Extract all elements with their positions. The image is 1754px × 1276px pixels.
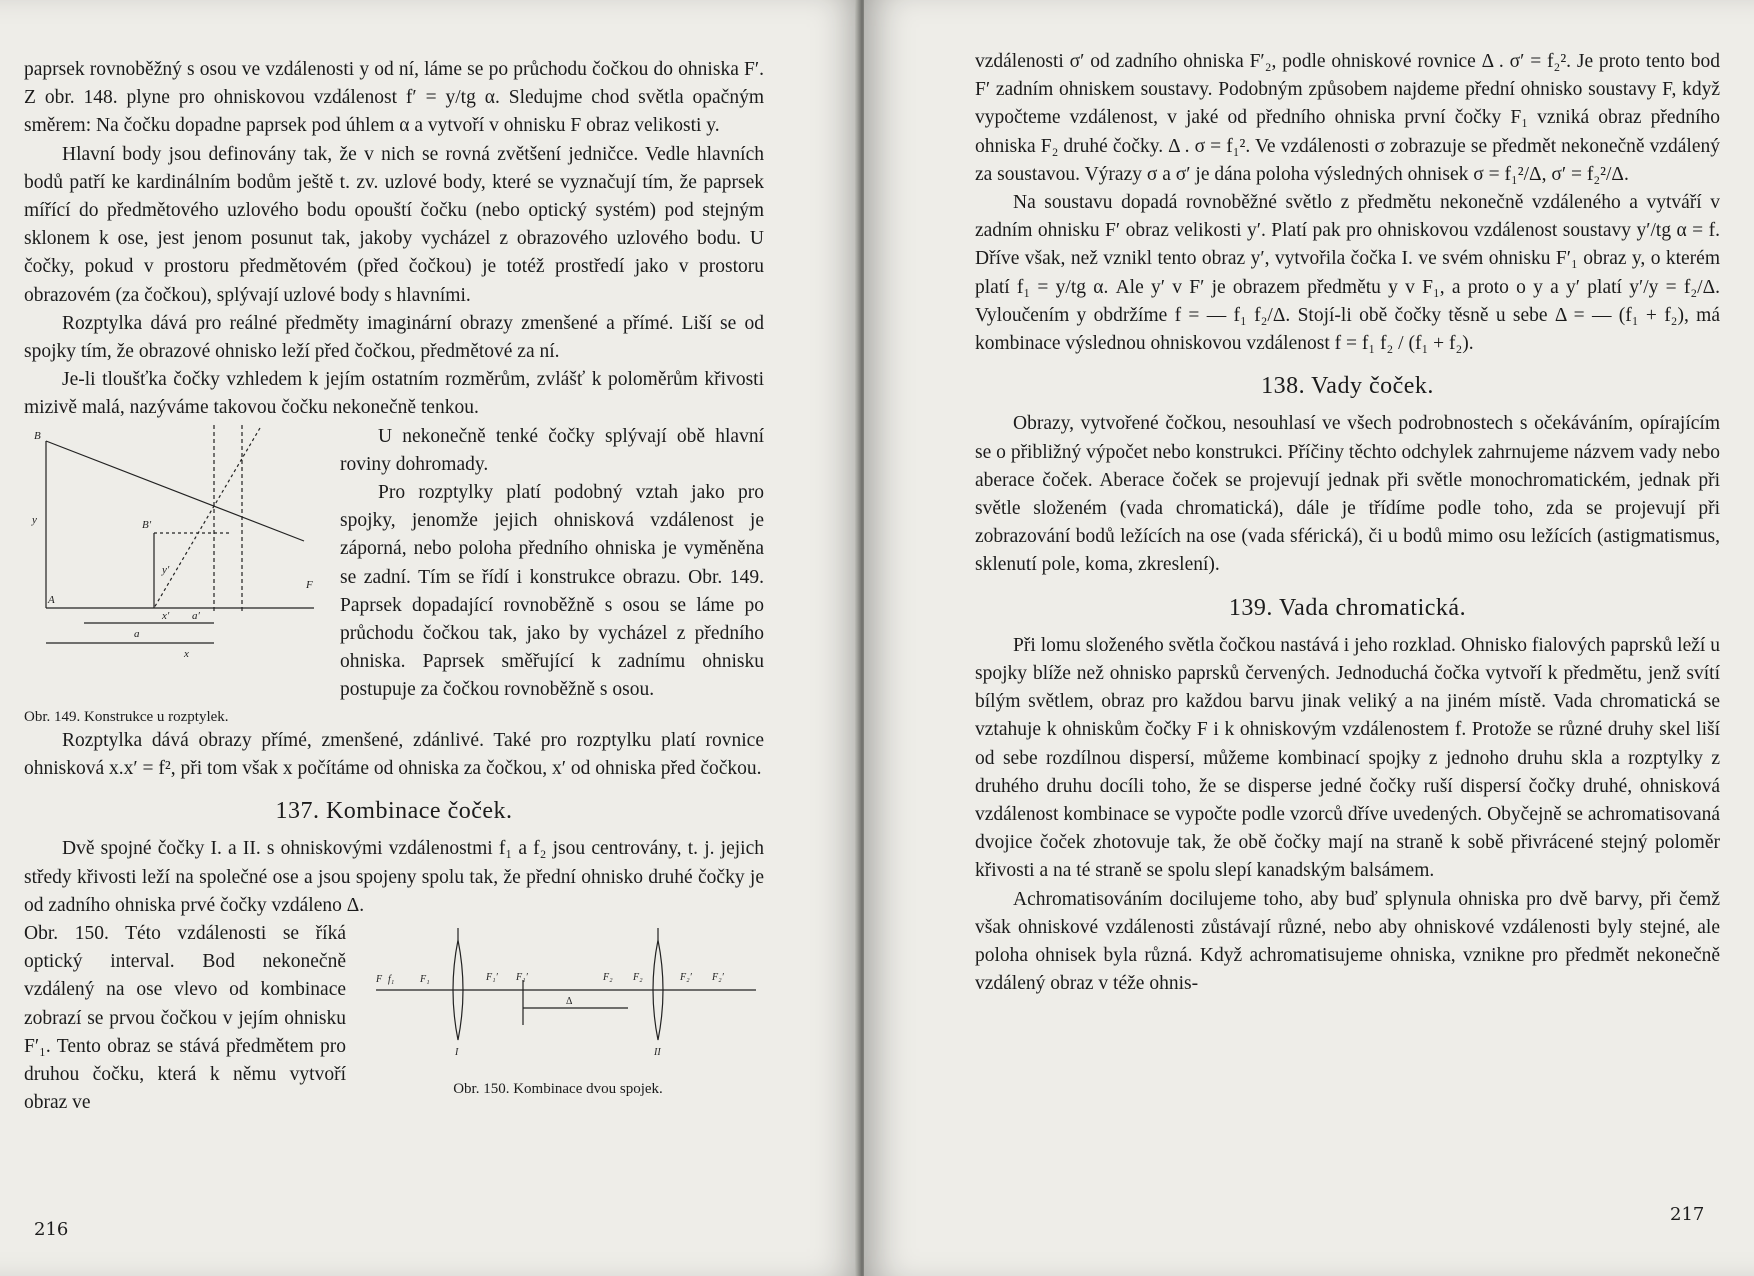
label-F1-prime-b: F₁′ <box>516 972 528 984</box>
left-page-number: 216 <box>34 1219 69 1240</box>
right-para-1: vzdálenosti σ′ od zadního ohniska F′₂, podle ohniskové rovnice Δ . σ′ = f₂². Je proto tento bod F′ zadním ohniskem soustavy. Podobným způsobem najdeme přední ohnisko soustavy F, když vypočteme vzdálenost, v jaké od předního ohniska první čočky F₁ vzniká obraz předního ohniska F₂ druhé čočky. Δ . σ = f₁². Ve vzdálenosti σ zobrazuje se předmět nekonečně vzdálený za soustavou. Výrazy σ a σ′ je dána poloha výsledných ohnisek σ = f₁²/Δ, σ′ = f₂²/Δ. <box>975 51 1720 185</box>
label-f1: f₁ <box>388 974 395 986</box>
label-F2-prime-b: F₂′ <box>712 972 724 984</box>
label-x: x <box>184 647 189 660</box>
right-text-column <box>975 48 1720 999</box>
figure-149 <box>24 423 324 727</box>
figure-149-diagram <box>24 423 324 698</box>
left-para-5: U nekonečně tenké čočky splývají obě hlavní roviny dohromady. <box>340 425 764 475</box>
label-a: a <box>134 627 140 640</box>
left-para-7: Rozptylka dává obrazy přímé, zmenšené, zdánlivé. Také pro rozptylku platí rovnice ohnisková x.x′ = f², při tom však x počítáme od ohniska za čočkou, x′ od ohniska před čočkou. <box>24 729 764 780</box>
right-page-number: 217 <box>1670 1204 1705 1225</box>
left-para-3: Rozptylka dává pro reálné předměty imaginární obrazy zmenšené a přímé. Liší se od spojky tím, že obrazové ohnisko leží před čočkou, předmětové za ní. <box>24 312 764 363</box>
right-para-2: Na soustavu dopadá rovnoběžné světlo z předmětu nekonečně vzdáleného a vytváří v zadním ohnisku F′ obraz velikosti y′. Platí pak pro ohniskovou vzdálenost soustavy y′/tg α = f. Dříve však, než vznikl tento obraz y′, vytvořila čočka I. ve svém ohnisku F′₁ obraz y, o kterém platí f₁ = y/tg α. Ale y′ v F′ je obrazem předmětu y v F₁, a proto o y a y′ platí y′/y = f₂/Δ. Vyloučením y obdržíme f = — f₁ f₂/Δ. Stojí-li obě čočky těsně u sebe Δ = — (f₁ + f₂), má kombinace výslednou ohniskovou vzdálenost f = f₁ f₂ / (f₁ + f₂). <box>975 192 1720 355</box>
left-para-8: Dvě spojné čočky I. a II. s ohniskovými vzdálenostmi f₁ a f₂ jsou centrovány, t. j. jejich středy křivosti leží na společné ose a jsou spojeny spolu tak, že přední ohnisko druhé čočky je od zadního ohniska prvé čočky vzdáleno Δ. <box>24 838 764 916</box>
heading-138: 138. Vady čoček. <box>1261 373 1434 400</box>
label-F2-a: F₂ <box>603 972 613 984</box>
right-page <box>864 0 1754 1276</box>
figure-150-diagram <box>358 920 758 1070</box>
label-A: A <box>48 593 55 606</box>
label-B-prime: B′ <box>142 518 152 531</box>
left-para-6: Pro rozptylky platí podobný vztah jako pro spojky, jenomže jejich ohnisková vzdálenost je záporná, nebo poloha předního ohniska je vyměněna se zadní. Tím se řídí i konstrukce obrazu. Obr. 149. Paprsek dopadající rovnoběžně s osou se láme po průchodu čočkou tak, jako by vycházel z předního ohniska. Paprsek směřující k zadnímu ohnisku postupuje za čočkou rovnoběžně s osou. <box>340 482 764 701</box>
left-para-1: paprsek rovnoběžný s osou ve vzdálenosti y od ní, láme se po průchodu čočkou do ohniska F′. Z obr. 148. plyne pro ohniskovou vzdálenost f′ = y/tg α. Sledujme chod světla opačným směrem: Na čočku dopadne paprsek pod úhlem α a vytvoří v ohnisku F obraz velikosti y. <box>24 59 764 137</box>
right-para-3: Obrazy, vytvořené čočkou, nesouhlasí ve všech podrobnostech s očekáváním, opírajícím se o přibližný výpočet nebo konstrukci. Příčiny těchto odchylek zahrnujeme názvem vady nebo aberace čoček. Aberace čoček se projevují jednak při světle monochromatickém, jednak při světle složeném (vada chromatická), dále je třídíme podle toho, zda se projevují při zobrazování bodů ležících na ose (vada sférická), či u bodů mimo osu ležících (astigmatismus, sklenutí pole, koma, zkreslení). <box>975 413 1720 576</box>
figure-149-wrap-text <box>340 423 764 727</box>
label-delta: Δ <box>566 996 573 1008</box>
left-para-2: Hlavní body jsou definovány tak, že v nich se rovná zvětšení jedničce. Vedle hlavních bodů patří ke kardinálním bodům ještě t. zv. uzlové body, které se vyznačují tím, že paprsek mířící do předmětového uzlového bodu opouští čočku (nebo optický systém) pod stejným sklonem k ose, jest jenom posunut tak, jakoby vycházel z obrazového uzlového bodu. U čočky, pokud v prostoru předmětovém (před čočkou) je totéž prostředí jako v prostoru obrazovém (za čočkou), splývají uzlové body s hlavními. <box>24 143 764 306</box>
left-para-4: Je-li tloušťka čočky vzhledem k jejím ostatním rozměrům, zvlášť k poloměrům křivosti mizivě malá, nazýváme takovou čočku nekonečně tenkou. <box>24 369 764 419</box>
left-page <box>0 0 862 1276</box>
label-lens-II: II <box>654 1047 661 1059</box>
heading-139: 139. Vada chromatická. <box>1228 594 1467 621</box>
label-y: y <box>32 513 37 526</box>
label-F: F <box>306 578 313 591</box>
left-para-9: Obr. 150. Této vzdálenosti se říká optický interval. Bod nekonečně vzdálený na ose vlevo od kombinace zobrazí se prvou čočkou v jejím ohnisku F′₁. Tento obraz se stává předmětem pro druhou čočku, která k němu vytvoří obraz ve <box>24 923 346 1114</box>
label-lens-I: I <box>455 1047 459 1059</box>
label-y-prime: y′ <box>162 563 170 576</box>
figure-150-wrap-text <box>24 920 346 1117</box>
right-para-5: Achromatisováním docilujeme toho, aby buď splynula ohniska pro dvě barvy, při čemž však ohniskové vzdálenosti zůstávají různé, nebo aby ohniskové vzdálenosti byly stejné, ale poloha ohnisek byla různá. Když achromatisujeme ohniska, vznikne pro předmět nekonečně vzdálený obraz v téže ohnis- <box>975 888 1720 995</box>
figure-150-caption: Obr. 150. Kombinace dvou spojek. <box>453 1081 663 1098</box>
incident-ray <box>46 441 304 541</box>
label-a-prime: a′ <box>192 609 200 622</box>
heading-137: 137. Kombinace čoček. <box>275 798 513 825</box>
label-F2-b: F₂ <box>633 972 643 984</box>
figure-150 <box>358 920 758 1117</box>
label-F1-prime-a: F₁′ <box>486 972 498 984</box>
left-text-column <box>24 56 764 1117</box>
figure-149-block <box>24 423 764 727</box>
label-F2-prime-a: F₂′ <box>680 972 692 984</box>
figure-150-block <box>24 920 764 1117</box>
right-para-4: Při lomu složeného světla čočkou nastává i jeho rozklad. Ohnisko fialových paprsků leží u spojky blíže než ohnisko paprsků červených. Jednoduchá čočka vytvoří k předmětu, jenž svítí bílým světlem, obraz pro každou barvu jinak veliký a na jiném místě. Vada chromatická se vztahuje k ohniskům čočky F i k ohniskovým vzdálenostem f. Protože se různé druhy skel liší od sebe rozdílnou dispersí, můžeme kombinací spojky z jednoho druhu skla a rozptylky z druhého druhu docíli toho, že se disperse jedné čočky ruší dispersí čočky druhé, ohnisková vzdálenost kombinace se vypočte podle vzorců dříve uvedených. Obyčejně se achromatisovaná dvojice čoček zhotovuje tak, že obě čočky mají na straně k sobě přivrácené stejný poloměr křivosti a na té straně se spolu slepí kanadským balsámem. <box>975 634 1720 882</box>
figure-149-caption: Obr. 149. Konstrukce u rozptylek. <box>24 708 229 725</box>
label-B: B <box>34 429 41 442</box>
label-F1: F₁ <box>420 974 430 986</box>
label-F: F <box>376 974 383 986</box>
label-x-prime: x′ <box>162 609 170 622</box>
